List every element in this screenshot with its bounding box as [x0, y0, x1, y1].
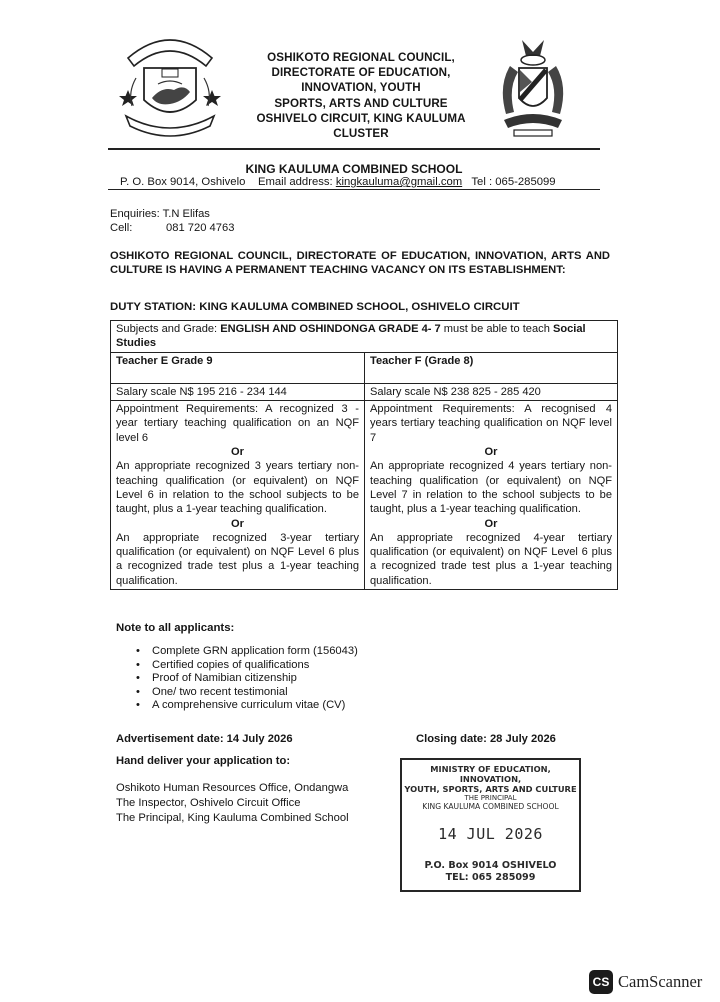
closing-date: Closing date: 28 July 2026: [416, 733, 556, 745]
list-item: • Certified copies of qualifications: [136, 659, 358, 673]
office-item: The Principal, King Kauluma Combined School: [116, 812, 349, 824]
notes-list: [136, 645, 358, 713]
offices-list: [116, 781, 349, 826]
contact-divider: [108, 189, 600, 190]
cell-number: 081 720 4763: [166, 222, 235, 234]
organization-header: [250, 50, 472, 141]
school-name: KING KAULUMA COMBINED SCHOOL: [245, 162, 463, 176]
subject-middle: must be able to teach: [440, 323, 553, 335]
col2-salary: Salary scale N$ 238 825 - 285 420: [364, 384, 617, 400]
subject-bold-social: Social Studies: [116, 323, 586, 350]
stamp-date: 14 JUL 2026: [438, 825, 543, 843]
po-box: P. O. Box 9014, Oshivelo: [120, 176, 246, 188]
col1-req2: An appropriate recognized 3 years tertiary non-teaching qualification (or equivalent) on NQF Level 6 in relation to the school subjects to be taught, plus a 1-year teaching qualification.: [116, 460, 359, 516]
enquiries-label: Enquiries:: [110, 208, 160, 220]
notes-title: Note to all applicants:: [116, 622, 235, 634]
col1-req3: An appropriate recognized 3-year tertiary qualification (or equivalent) on NQF Level 6 plus a recognized trade test plus a 1-year teaching qualification.: [116, 531, 359, 587]
org-line: CLUSTER: [333, 127, 389, 141]
col1-or2: Or: [231, 517, 244, 530]
camscanner-watermark: [589, 970, 702, 994]
col1-salary: Salary scale N$ 195 216 - 234 144: [116, 385, 287, 398]
list-item: • A comprehensive curriculum vitae (CV): [136, 699, 358, 713]
telephone: Tel : 065-285099: [471, 176, 556, 188]
email-link[interactable]: kingkauluma@gmail.com: [335, 176, 463, 188]
org-line: DIRECTORATE OF EDUCATION,: [271, 66, 451, 80]
requirements-row: [111, 400, 617, 589]
col2-or2: Or: [484, 517, 498, 530]
subject-prefix: Subjects and Grade:: [116, 323, 221, 335]
camscanner-text: CamScanner: [618, 972, 703, 991]
email-label: Email address:: [257, 176, 333, 188]
list-item: • One/ two recent testimonial: [136, 686, 358, 700]
camscanner-logo-icon: CS: [589, 970, 613, 994]
stamp-line2: YOUTH, SPORTS, ARTS AND CULTURE: [404, 784, 577, 794]
coat-of-arms-icon: [492, 36, 574, 140]
enquiries-block: [110, 207, 234, 235]
stamp-tel: TEL: 065 285099: [445, 872, 536, 883]
stamp-line1: MINISTRY OF EDUCATION, INNOVATION,: [430, 764, 551, 784]
org-line: INNOVATION, YOUTH: [301, 81, 421, 95]
col1-req1: Appointment Requirements: A recognized 3 - year tertiary teaching qualification on an NQF level 6: [116, 403, 359, 444]
list-item: • Proof of Namibian citizenship: [136, 672, 358, 686]
col2-req3: An appropriate recognized 4-year tertiary qualification (or equivalent) on NQF Level 6 plus a recognized trade test plus a 1-year teaching qualification.: [370, 531, 612, 587]
col2-req2: An appropriate recognized 4 years tertiary non-teaching qualification (or equivalent) on NQF Level 7 in relation to the school subjects to be taught, plus a 1-year teaching qualification.: [370, 460, 612, 516]
official-stamp: [400, 758, 581, 892]
subject-row: [111, 321, 617, 352]
salary-row: [111, 383, 617, 400]
col1-title: Teacher E Grade 9: [116, 354, 213, 367]
vacancy-table: [110, 320, 618, 590]
duty-station: DUTY STATION: KING KAULUMA COMBINED SCHOOL, OSHIVELO CIRCUIT: [110, 301, 520, 313]
col2-req1: Appointment Requirements: A recognised 4 years tertiary teaching qualification on NQF level 7: [370, 403, 612, 444]
office-item: The Inspector, Oshivelo Circuit Office: [116, 797, 301, 809]
enquiries-name: T.N Elifas: [162, 208, 210, 220]
subject-bold: ENGLISH AND OSHINDONGA GRADE 4- 7: [220, 323, 441, 335]
stamp-line3: THE PRINCIPAL: [464, 794, 517, 802]
col2-title: Teacher F (Grade 8): [370, 354, 474, 367]
org-line: OSHIVELO CIRCUIT, KING KAULUMA: [256, 111, 466, 125]
org-line: SPORTS, ARTS AND CULTURE: [274, 96, 448, 110]
contact-line: [120, 176, 556, 188]
col2-or1: Or: [484, 446, 498, 459]
office-item: Oshikoto Human Resources Office, Ondangwa: [116, 782, 349, 794]
stamp-line4: KING KAULUMA COMBINED SCHOOL: [422, 802, 559, 811]
school-logo-icon: [118, 28, 222, 140]
intro-paragraph: OSHIKOTO REGIONAL COUNCIL, DIRECTORATE OF EDUCATION, INNOVATION, ARTS AND CULTURE IS HAVING A PERMANENT TEACHING VACANCY ON ITS ESTABLISHMENT:: [110, 250, 610, 276]
org-line: OSHIKOTO REGIONAL COUNCIL,: [267, 51, 455, 64]
title-row: [111, 352, 617, 383]
list-item: • Complete GRN application form (156043): [136, 645, 358, 659]
hand-deliver-heading: Hand deliver your application to:: [116, 755, 291, 767]
stamp-po-box: P.O. Box 9014 OSHIVELO: [424, 860, 557, 871]
col1-or1: Or: [231, 446, 244, 459]
header-divider: [108, 148, 600, 150]
advertisement-date: Advertisement date: 14 July 2026: [116, 733, 293, 745]
cell-label: Cell:: [110, 222, 133, 234]
